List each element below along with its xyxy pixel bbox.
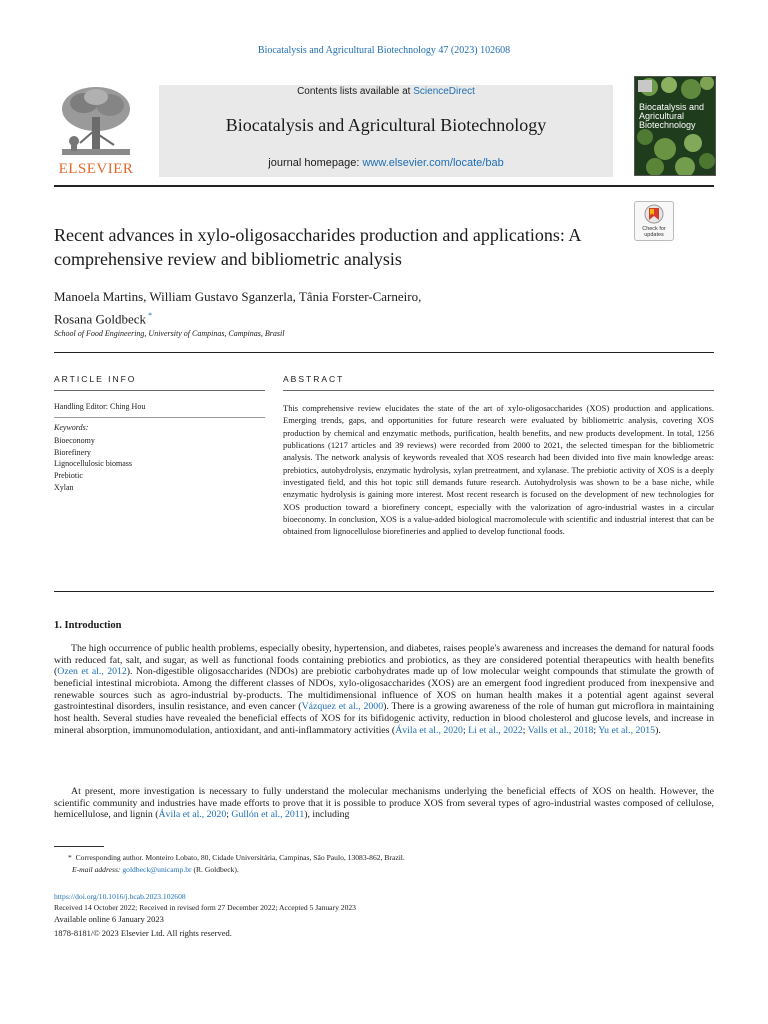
abstract-text: This comprehensive review elucidates the state of the art of xylo-oligosaccharides (XOS) production and applications. Emerging trends, gaps, and opportunities for future research were evaluated by bibliometric analysis, covering XOS production by chemical and enzymatic methods, purification, health benefits, and new products development. In total, 1256 publications (1217 articles and 39 reviews) were recorded from 2000 to 2021, the selected timespan for the bibliometric analysis. The network analysis of keywords revealed that XOS research had been divided into five main knowledge areas: prebiotics, autohydrolysis, enzymatic hydrolysis, xylan pretreatment, and xylanase. The prebiotic activity of XOS is a deeply investigated field, and this hot topic still demands future research. Autohydrolysis was shown to be a base niche, while enzymatic hydrolysis is gaining more interest. Most recent research is focused on the development of new technologies for XOS production toward a biorefinery concept, especially with the valorization of agro-industrial wastes in a circular bioeconomy. In conclusion, XOS is a value-added biological macromolecule with scientific and industrial interest that can be obtained from lignocellulose biorefineries and applied to develop functional foods. — [283, 403, 714, 537]
journal-citation[interactable]: Biocatalysis and Agricultural Biotechnology 47 (2023) 102608 — [257, 45, 511, 56]
check-updates-icon — [635, 202, 673, 226]
homepage-prefix: journal homepage: — [268, 157, 363, 169]
intro-text: ), including — [304, 809, 350, 821]
section-heading: 1. Introduction — [54, 620, 122, 631]
footnote-rule — [54, 846, 104, 847]
citation-separator: ; — [462, 724, 469, 736]
editor-rule — [54, 417, 265, 418]
check-updates-label: Check for updates — [642, 226, 666, 238]
authors-line-1: Manoela Martins, William Gustavo Sganzerla, Tânia Forster-Carneiro, — [54, 289, 422, 304]
publisher-wordmark: ELSEVIER — [58, 161, 134, 177]
elsevier-tree-icon — [54, 83, 138, 163]
citation-link[interactable]: Ávila et al., 2020 — [158, 809, 227, 821]
homepage-line — [159, 157, 613, 169]
citation-link[interactable]: Valls et al., 2018 — [527, 724, 594, 736]
keywords-list — [54, 435, 132, 494]
intro-paragraph-2 — [54, 786, 714, 821]
affiliation-rule — [54, 352, 714, 353]
copyright: 1878-8181/© 2023 Elsevier Ltd. All rights reserved. — [54, 928, 232, 938]
email-label: E-mail address: — [72, 865, 123, 874]
abstract-bottom-rule — [54, 591, 714, 592]
received-dates: Received 14 October 2022; Received in revised form 27 December 2022; Accepted 5 January 2023 — [54, 903, 356, 912]
citation-link[interactable]: Li et al., 2022 — [468, 724, 523, 736]
keyword: Prebiotic — [54, 471, 83, 481]
contents-prefix: Contents lists available at — [297, 86, 414, 97]
intro-paragraph-1 — [54, 643, 714, 737]
contents-line — [159, 86, 613, 97]
journal-cover[interactable] — [634, 76, 716, 176]
citation-separator: ; — [522, 724, 528, 736]
email-footnote — [72, 864, 239, 875]
intro-text: The high occurrence of public health problems, especially obesity, hypertension, and diabetes, raises people's awareness and increases the demand for natural foods with reduced fat, salt, and sugar, as well as functional foods containing prebiotics and probiotics, as they are considered potential therapeutics with health benefits ( — [54, 643, 714, 678]
intro-text: ). Non-digestible oligosaccharides (NDOs) are prebiotic carbohydrates made up of low molecular weight compounds that stimulate the growth of beneficial intestinal microbiota. Among the different classes of NDOs, xylo-oligosaccharides (XOS) are an emergent food ingredient produced from inexpensive and renewable sources such as agro-industrial by-products. The multidimensional influence of XOS on human health makes it a potential agent against several gastrointestinal disorders, insulin resistance, and even cancer ( — [54, 666, 714, 713]
citation-link[interactable]: Yu et al., 2015 — [598, 724, 656, 736]
affiliation: School of Food Engineering, University of Campinas, Campinas, Brasil — [54, 329, 285, 338]
footnote-mark: * — [68, 853, 72, 862]
keyword: Lignocellulosic biomass — [54, 459, 132, 469]
keyword: Xylan — [54, 482, 74, 492]
citation-link[interactable]: Ávila et al., 2020 — [395, 724, 463, 736]
footnote-text: Corresponding author. Monteiro Lobato, 80, Cidade Universitária, Campinas, São Paulo, 13083-862, Brazil. — [75, 853, 405, 862]
keywords-label: Keywords: — [54, 423, 89, 432]
email-suffix: (R. Goldbeck). — [191, 865, 239, 874]
corresponding-footnote — [68, 852, 405, 863]
citation-separator: ; — [226, 809, 232, 821]
abstract-heading: ABSTRACT — [283, 374, 345, 384]
authors — [54, 287, 614, 328]
journal-name: Biocatalysis and Agricultural Biotechnology — [225, 115, 547, 135]
header-rule — [54, 185, 714, 187]
cover-title: Biocatalysis and Agricultural Biotechnology — [639, 102, 705, 130]
elsevier-logo — [54, 83, 138, 178]
citation-separator: ; — [593, 724, 599, 736]
email-link[interactable]: goldbeck@unicamp.br — [122, 865, 192, 874]
intro-text: ). There is a growing awareness of the role of human gut microflora in maintaining host health. Several studies have revealed the beneficial effects of XOS for its bifidogenic activity, reduction in blood cholesterol and glucose levels, and increase in mineral absorption, immunomodulation, antioxidant, and anti-inflammatory activities ( — [54, 701, 714, 736]
article-info-rule — [54, 390, 265, 391]
keyword: Biorefinery — [54, 447, 91, 457]
abstract-rule — [283, 390, 714, 391]
available-online: Available online 6 January 2023 — [54, 914, 164, 924]
check-for-updates-button[interactable] — [634, 201, 674, 241]
article-info-heading: ARTICLE INFO — [54, 374, 137, 384]
citation-link[interactable]: Gullón et al., 2011 — [231, 809, 305, 821]
handling-editor: Handling Editor: Ching Hou — [54, 402, 146, 411]
corresponding-author-name[interactable]: Rosana Goldbeck — [54, 311, 147, 327]
intro-text: ). — [655, 724, 661, 736]
doi-link[interactable]: https://doi.org/10.1016/j.bcab.2023.102608 — [54, 892, 186, 901]
authors-line-2 — [54, 306, 614, 328]
citation-link[interactable]: Ozen et al., 2012 — [57, 666, 127, 678]
corresponding-author-mark[interactable]: * — [148, 311, 153, 320]
keyword: Bioeconomy — [54, 436, 95, 445]
intro-text: At present, more investigation is necessary to fully understand the molecular mechanisms underlying the beneficial effects of XOS on health. However, the scientific community and industries have made efforts to prove that it is possible to produce XOS from several types of agro-industrial wastes composed of cellulose, hemicellulose, and lignin ( — [54, 786, 714, 821]
sciencedirect-link[interactable]: ScienceDirect — [413, 86, 475, 97]
article-title: Recent advances in xylo-oligosaccharides production and applications: A comprehensive review and bibliometric analysis — [54, 225, 581, 269]
homepage-link[interactable]: www.elsevier.com/locate/bab — [362, 157, 504, 169]
citation-link[interactable]: Vázquez et al., 2000 — [301, 701, 384, 713]
journal-masthead — [159, 85, 613, 177]
